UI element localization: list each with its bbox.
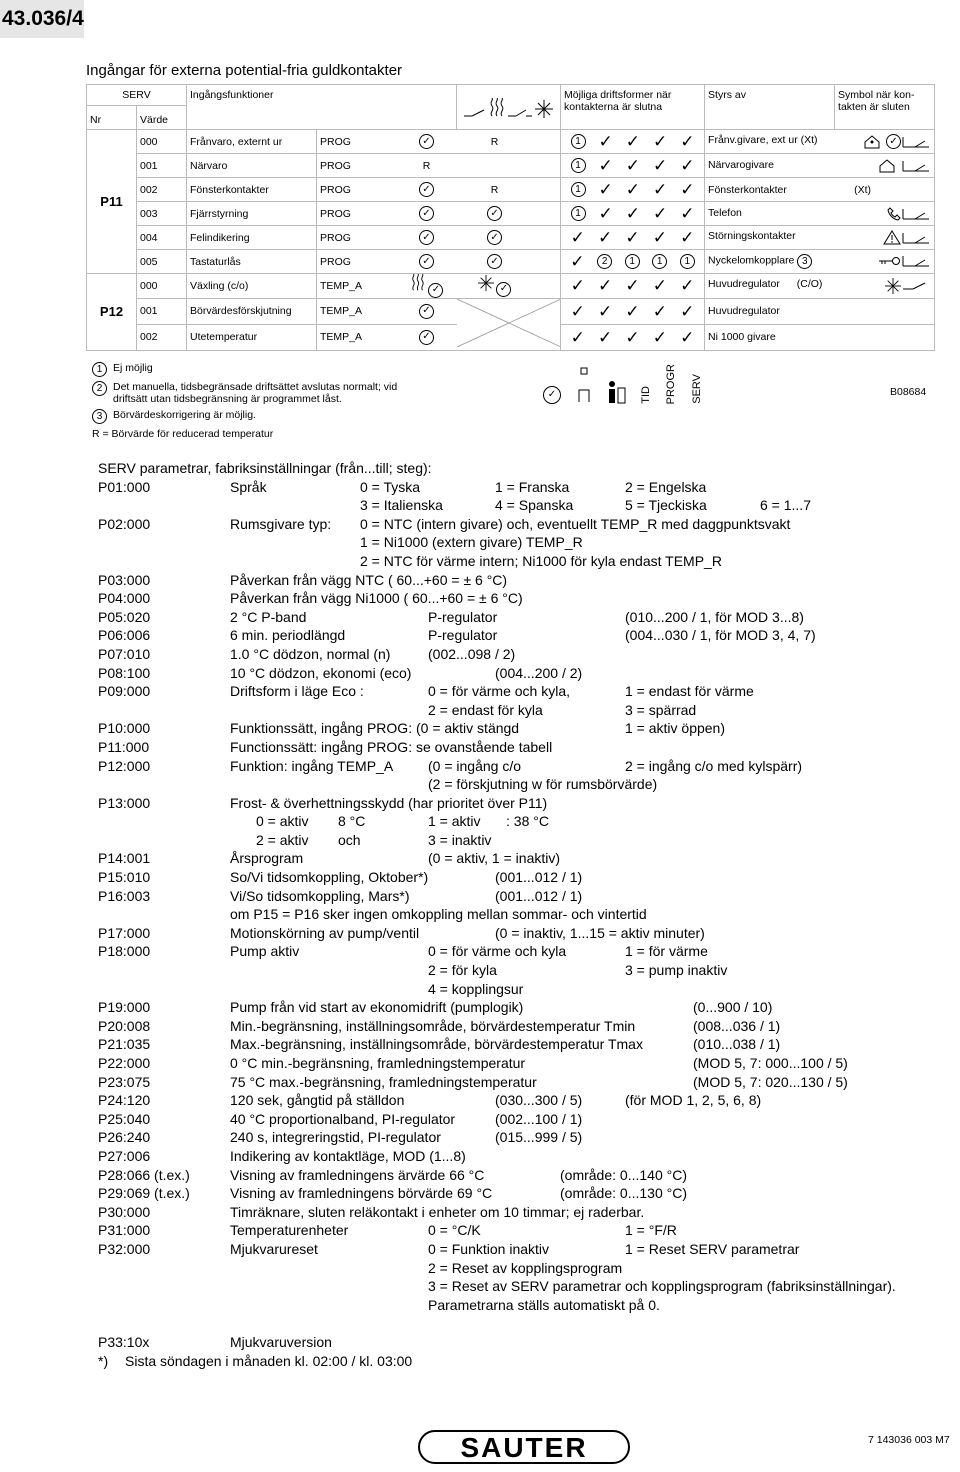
param-line: [98, 1278, 948, 1297]
param-text: (010...200 / 1, för MOD 3...8): [625, 608, 804, 625]
param-text: Driftsform i läge Eco :: [230, 683, 364, 700]
param-text: (001...012 / 1): [495, 887, 583, 904]
param-text: 0 = NTC (intern givare) och, eventuellt TEMP_R med daggpunktsvakt: [360, 515, 791, 532]
param-text: Årsprogram: [230, 850, 304, 867]
row-signal: PROG: [317, 130, 397, 154]
contact-closed-icon: [901, 254, 931, 268]
param-text: P10:000: [98, 720, 151, 737]
contact-closed-icon: [901, 207, 931, 221]
check-circle-icon: ✓: [487, 230, 502, 245]
param-text: Indikering av kontaktläge, MOD (1...8): [230, 1147, 466, 1164]
param-text: Rumsgivare typ:: [230, 515, 332, 532]
snowflake-icon: [478, 275, 494, 291]
param-text: Mjukvarureset: [230, 1240, 318, 1257]
param-text: P-regulator: [428, 627, 498, 644]
param-text: Frost- & överhettningsskydd (har prioritet över P11): [230, 794, 548, 811]
param-text: Språk: [230, 478, 267, 495]
param-text: Pump aktiv: [230, 943, 300, 960]
param-text: P09:000: [98, 683, 151, 700]
param-text: 1 = Ni1000 (extern givare) TEMP_R: [360, 534, 583, 551]
figure-code: B08684: [890, 386, 927, 398]
param-text: *): [98, 1352, 109, 1369]
group-p12: P12: [87, 274, 137, 351]
param-line: [98, 1111, 948, 1130]
switch-icon: [508, 108, 532, 118]
param-text: P12:000: [98, 757, 151, 774]
param-text: P02:000: [98, 515, 151, 532]
param-text: 6 = 1...7: [760, 497, 811, 514]
param-text: 0 = för värme och kyla: [428, 943, 567, 960]
param-text: P01:000: [98, 478, 151, 495]
param-text: (004...030 / 1, för MOD 3, 4, 7): [625, 627, 816, 644]
param-text: 3 = Italienska: [360, 497, 443, 514]
check-circle-icon: ✓: [428, 283, 443, 298]
param-text: Mjukvaruversion: [230, 1333, 332, 1350]
param-text: Påverkan från vägg NTC ( 60...+60 = ± 6 °C): [230, 571, 508, 588]
param-line: [98, 906, 948, 925]
header-value: Värde: [137, 106, 187, 130]
param-line: [98, 1036, 948, 1055]
table-row: 005 Tastaturlås PROG ✓ ✓ ✓ 2 1 1 1 Nyckelomkopplare 3: [87, 250, 935, 274]
param-text: Funktion: ingång TEMP_A: [230, 757, 394, 774]
param-line: [98, 553, 948, 572]
header-mode-icons: [457, 85, 561, 130]
snowflake-icon: [535, 100, 553, 118]
param-text: 1 = Reset SERV parametrar: [625, 1240, 800, 1257]
param-line: [98, 739, 948, 758]
param-line: [98, 832, 948, 851]
param-line: [98, 758, 948, 777]
param-text: 4 = kopplingsur: [428, 980, 524, 997]
param-text: : 38 °C: [506, 813, 549, 830]
document-subtitle: Ingångar för externa potential-fria guldkontakter: [86, 62, 403, 79]
mode-tid: TID: [639, 386, 652, 404]
table-row: 004 Felindikering PROG ✓ ✓ ✓ ✓ ✓ ✓ ✓ Störningskontakter: [87, 226, 935, 250]
param-text: 0 °C min.-begränsning, framledningstemperatur: [230, 1055, 526, 1071]
param-text: 3 = spärrad: [625, 701, 697, 718]
snowflake-icon: [885, 278, 901, 294]
param-line: [98, 720, 948, 739]
param-line: [98, 1315, 948, 1334]
param-line: [98, 460, 948, 479]
param-line: [98, 1260, 948, 1279]
param-line: [98, 925, 948, 944]
not-applicable-cross: [457, 298, 561, 350]
param-text: 8 °C: [338, 813, 366, 830]
check-circle-icon: ✓: [886, 134, 901, 149]
param-line: [98, 1204, 948, 1223]
param-text: Pump från vid start av ekonomidrift (pumplogik): [230, 999, 524, 1016]
param-text: P07:010: [98, 645, 151, 662]
param-text: 240 s, integreringstid, PI-regulator: [230, 1129, 441, 1146]
param-text: 1 = endast för värme: [625, 683, 754, 700]
param-text: (för MOD 1, 2, 5, 6, 8): [625, 1092, 762, 1109]
param-text: (008...036 / 1): [693, 1017, 781, 1034]
param-text: 2 = ingång c/o med kylspärr): [625, 757, 803, 774]
param-text: 2 = för kyla: [428, 962, 497, 979]
param-text: Min.-begränsning, inställningsområde, börvärdestemperatur Tmin: [230, 1017, 636, 1034]
param-text: P31:000: [98, 1222, 151, 1239]
param-text: (0 = inaktiv, 1...15 = aktiv minuter): [495, 924, 705, 941]
check-circle-icon: ✓: [487, 206, 502, 221]
param-text: P-regulator: [428, 608, 498, 625]
check-circle-icon: ✓: [419, 182, 434, 197]
input-function-table: [86, 84, 935, 351]
cross-lines-icon: [457, 299, 561, 347]
contact-closed-icon: [901, 159, 931, 173]
param-text: (område: 0...130 °C): [560, 1185, 687, 1202]
param-text: 1 = °F/R: [625, 1222, 677, 1239]
check-circle-icon: ✓: [419, 330, 434, 345]
param-text: P24:120: [98, 1092, 151, 1109]
param-line: [98, 516, 948, 535]
check-circle-icon: ✓: [419, 230, 434, 245]
param-text: (MOD 5, 7: 020...130 / 5): [693, 1073, 848, 1090]
param-line: [98, 627, 948, 646]
param-text: 3 = Reset av SERV parametrar och kopplingsprogram (fabriksinställningar).: [428, 1278, 896, 1295]
param-text: P16:003: [98, 887, 151, 904]
param-text: 2 = endast för kyla: [428, 701, 543, 718]
param-text: 2 = NTC för värme intern; Ni1000 för kyla endast TEMP_R: [360, 552, 722, 569]
param-text: P27:006: [98, 1147, 151, 1164]
mode-serv: SERV: [690, 374, 703, 404]
param-text: 10 °C dödzon, ekonomi (eco): [230, 664, 412, 681]
param-text: 3 = inaktiv: [428, 831, 492, 848]
param-text: Timräknare, sluten reläkontakt i enheter om 10 timmar; ej raderbar.: [230, 1203, 645, 1220]
param-text: 4 = Spanska: [495, 497, 574, 514]
param-line: [98, 1129, 948, 1148]
table-row: P11 000 Frånvaro, externt ur PROG ✓ R 1 ✓ ✓ ✓ ✓ Frånv.givare, ext ur (Xt) ✓: [87, 130, 935, 154]
param-text: (0...900 / 10): [693, 999, 773, 1016]
check-circle-icon: ✓: [496, 282, 511, 297]
param-text: P15:010: [98, 869, 151, 886]
param-text: P18:000: [98, 943, 151, 960]
param-text: P06:006: [98, 627, 151, 644]
param-line: [98, 981, 948, 1000]
param-line: [98, 1074, 948, 1093]
param-text: P26:240: [98, 1129, 151, 1146]
header-controlled-by: Styrs av: [705, 85, 835, 130]
param-text: P21:035: [98, 1036, 151, 1053]
param-line: [98, 1222, 948, 1241]
param-text: Visning av framledningens börvärde 69 °C: [230, 1185, 493, 1202]
row-controller: Frånv.givare, ext ur (Xt): [708, 134, 818, 146]
param-text: 0 = Funktion inaktiv: [428, 1240, 550, 1257]
param-text: (002...100 / 1): [495, 1110, 583, 1127]
person-icon: [606, 374, 626, 404]
contact-closed-icon: [901, 231, 931, 245]
param-text: 1.0 °C dödzon, normal (n): [230, 645, 391, 662]
operating-modes: [543, 352, 703, 404]
table-row: 002 Fönsterkontakter PROG ✓ R 1 ✓ ✓ ✓ ✓ Fönsterkontakter (Xt): [87, 178, 935, 202]
param-text: 0 = aktiv: [256, 813, 309, 830]
param-text: 1 = Franska: [495, 478, 570, 495]
param-line: [98, 943, 948, 962]
switch-open-icon: [901, 279, 931, 293]
header-serv: SERV: [87, 85, 187, 106]
header-possible-modes: Möjliga driftsformer när kontakterna är slutna: [561, 85, 705, 130]
hand-icon: [575, 364, 593, 404]
table-row: 003 Fjärrstyrning PROG ✓ ✓ 1 ✓ ✓ ✓ ✓ Telefon: [87, 202, 935, 226]
table-row: P12 000 Växling (c/o) TEMP_A ✓ ✓ ✓ ✓ ✓ ✓ ✓ Huvudregulator (C/O): [87, 274, 935, 299]
check-circle-icon: ✓: [543, 386, 561, 404]
param-line: [98, 1334, 948, 1353]
param-text: 120 sek, gångtid på ställdon: [230, 1092, 405, 1109]
param-text: Påverkan från vägg Ni1000 ( 60...+60 = ± 6 °C): [230, 590, 523, 607]
param-text: 2 = Reset av kopplingsprogram: [428, 1259, 623, 1276]
param-text: P29:069 (t.ex.): [98, 1185, 190, 1202]
param-text: Max.-begränsning, inställningsområde, börvärdestemperatur Tmax: [230, 1036, 643, 1053]
check-circle-icon: ✓: [419, 304, 434, 319]
group-p11: P11: [87, 130, 137, 274]
param-line: [98, 479, 948, 498]
param-line: [98, 1148, 948, 1167]
param-line: [98, 665, 948, 684]
param-text: P23:075: [98, 1073, 151, 1090]
param-line: [98, 795, 948, 814]
sauter-logo: [418, 1430, 630, 1464]
param-text: 1 = aktiv öppen): [625, 720, 726, 737]
phone-icon: [887, 207, 901, 221]
param-text: P14:001: [98, 850, 151, 867]
heat-wave-icon: [410, 274, 426, 292]
legend: 1 Ej möjlig 2 Det manuella, tidsbegränsade driftsättet avslutas normalt; vid driftsätt utan tidsbegränsning är programmet låst. 3 Börvärdeskorrigering är möjlig. R = Börvärde för reducerad temperatur: [92, 362, 398, 440]
param-line: [98, 1167, 948, 1186]
param-line: [98, 702, 948, 721]
param-text: P17:000: [98, 924, 151, 941]
heat-wave-icon: [489, 98, 505, 118]
param-text: (010...038 / 1): [693, 1036, 781, 1053]
param-line: [98, 888, 948, 907]
check-circle-icon: ✓: [419, 254, 434, 269]
param-text: 1 = aktiv: [428, 813, 481, 830]
table-row: 002 Utetemperatur TEMP_A ✓ ✓ ✓ ✓ ✓ ✓ Ni 1000 givare: [87, 324, 935, 350]
param-line: [98, 683, 948, 702]
param-text: Vi/So tidsomkoppling, Mars*): [230, 887, 410, 904]
param-line: [98, 1241, 948, 1260]
param-text: Motionskörning av pump/ventil: [230, 924, 420, 941]
param-text: SERV parametrar, fabriksinställningar (från...till; steg):: [98, 460, 432, 476]
param-text: P20:008: [98, 1017, 151, 1034]
param-text: (0 = ingång c/o: [428, 757, 522, 774]
param-text: 0 = Tyska: [360, 478, 421, 495]
param-text: P11:000: [98, 738, 150, 755]
param-text: P32:000: [98, 1240, 151, 1257]
param-text: P28:066 (t.ex.): [98, 1166, 190, 1183]
contact-switch-icon: [464, 108, 486, 118]
param-text: (004...200 / 2): [495, 664, 583, 681]
param-text: (2 = förskjutning w för rumsbörvärde): [428, 776, 658, 793]
param-text: (0 = aktiv, 1 = inaktiv): [428, 850, 561, 867]
param-text: Visning av framledningens ärvärde 66 °C: [230, 1166, 485, 1183]
param-line: [98, 572, 948, 591]
row-r: R: [457, 130, 533, 154]
param-text: (MOD 5, 7: 000...100 / 5): [693, 1055, 848, 1071]
param-text: Funktionssätt, ingång PROG: (0 = aktiv stängd: [230, 720, 520, 737]
mode-progr: PROGR: [665, 363, 678, 404]
param-text: 2 °C P-band: [230, 608, 307, 625]
house-person-icon: [864, 135, 886, 149]
param-text: P25:040: [98, 1110, 151, 1127]
param-text: 6 min. periodlängd: [230, 627, 346, 644]
key-icon: [879, 256, 901, 266]
param-text: 75 °C max.-begränsning, framledningstemperatur: [230, 1073, 537, 1090]
param-line: [98, 813, 948, 832]
table-row: 001 Närvaro PROG R 1 ✓ ✓ ✓ ✓ Närvarogivare: [87, 154, 935, 178]
param-text: P05:020: [98, 608, 151, 625]
param-text: 3 = pump inaktiv: [625, 962, 728, 979]
logo-text: SAUTER: [460, 1432, 588, 1463]
param-line: [98, 534, 948, 553]
serv-parameters: [98, 460, 948, 1371]
param-text: P19:000: [98, 999, 151, 1016]
param-text: 5 = Tjeckiska: [625, 497, 707, 514]
param-text: om P15 = P16 sker ingen omkoppling mellan sommar- och vintertid: [230, 906, 647, 923]
param-text: 40 °C proportionalband, PI-regulator: [230, 1110, 456, 1127]
row-value: 000: [137, 130, 187, 154]
param-text: P33:10x: [98, 1333, 150, 1350]
header-symbol: Symbol när kon-takten är sluten: [835, 85, 935, 130]
param-text: och: [338, 831, 361, 848]
row-function: Frånvaro, externt ur: [187, 130, 317, 154]
param-text: (001...012 / 1): [495, 869, 583, 886]
param-line: [98, 1055, 948, 1074]
header-nr: Nr: [87, 106, 137, 130]
param-line: [98, 776, 948, 795]
param-text: P04:000: [98, 590, 151, 607]
param-line: [98, 1353, 948, 1372]
param-line: [98, 850, 948, 869]
param-text: Parametrarna ställs automatiskt på 0.: [428, 1296, 660, 1313]
param-text: Temperaturenheter: [230, 1222, 349, 1239]
param-line: [98, 497, 948, 516]
param-text: 2 = Engelska: [625, 478, 707, 495]
param-line: [98, 869, 948, 888]
contact-closed-icon: [901, 135, 931, 149]
param-line: [98, 962, 948, 981]
param-text: P03:000: [98, 571, 151, 588]
param-line: [98, 1018, 948, 1037]
param-text: P08:100: [98, 664, 151, 681]
check-circle-icon: ✓: [419, 134, 434, 149]
param-line: [98, 1297, 948, 1316]
param-line: [98, 1092, 948, 1111]
warning-icon: [883, 230, 901, 245]
param-text: (030...300 / 5): [495, 1092, 583, 1109]
document-id: 43.036/4: [0, 0, 84, 38]
param-text: (002...098 / 2): [428, 645, 516, 662]
param-text: Functionssätt: ingång PROG: se ovanstående tabell: [230, 738, 553, 755]
param-text: P22:000: [98, 1055, 151, 1071]
document-number: 7 143036 003 M7: [868, 1434, 950, 1446]
check-circle-icon: ✓: [487, 254, 502, 269]
param-line: [98, 590, 948, 609]
param-line: [98, 609, 948, 628]
param-text: Sista söndagen i månaden kl. 02:00 / kl. 03:00: [125, 1352, 413, 1369]
param-text: 1 = för värme: [625, 943, 708, 960]
param-text: P30:000: [98, 1203, 151, 1220]
check-circle-icon: ✓: [419, 206, 434, 221]
param-text: 2 = aktiv: [256, 831, 309, 848]
param-text: (område: 0...140 °C): [560, 1166, 687, 1183]
house-icon: [879, 159, 901, 173]
param-text: 0 = för värme och kyla,: [428, 683, 571, 700]
param-line: [98, 1185, 948, 1204]
param-line: [98, 999, 948, 1018]
param-line: [98, 646, 948, 665]
param-text: 0 = °C/K: [428, 1222, 481, 1239]
header-input-functions: Ingångsfunktioner: [187, 85, 457, 130]
param-text: P13:000: [98, 794, 151, 811]
param-text: (015...999 / 5): [495, 1129, 583, 1146]
param-text: So/Vi tidsomkoppling, Oktober*): [230, 869, 429, 886]
table-row: 001 Börvärdesförskjutning TEMP_A ✓ ✓ ✓ ✓ ✓ ✓ Huvudregulator: [87, 298, 935, 324]
